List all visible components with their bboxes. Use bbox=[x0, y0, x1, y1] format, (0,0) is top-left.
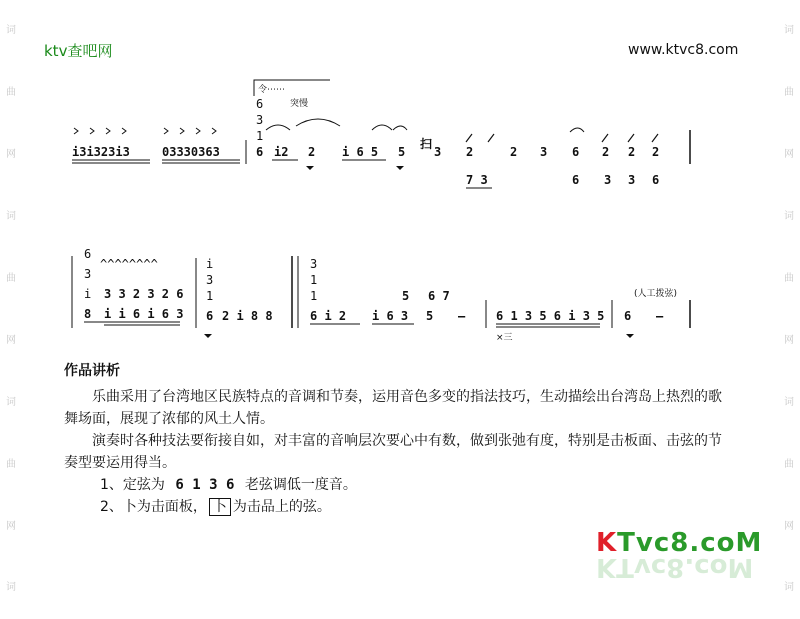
notes-run-b: 03330363 bbox=[162, 145, 220, 159]
low-note: 6 bbox=[572, 173, 580, 187]
analysis-paragraph-2: 演奏时各种技法要衔接自如，对丰富的音响层次要心中有数，做到张弛有度，特别是击板面、击弦的节奏型要运用得当。 bbox=[64, 433, 722, 471]
notes-run: 3 3 2 3 2 6 bbox=[104, 287, 184, 301]
accent-marks bbox=[74, 128, 216, 134]
playing-hint: (人工拨弦) bbox=[634, 289, 678, 299]
symbol-text-a: 卜为击面板， bbox=[122, 499, 207, 515]
watermark-char: 网 bbox=[6, 334, 16, 346]
tempo-word: 突慢 bbox=[290, 99, 309, 109]
tuning-prefix: 1、定弦为 bbox=[100, 477, 165, 493]
watermark-char: 词 bbox=[784, 582, 794, 594]
site-logo bbox=[596, 528, 763, 588]
top-marker: 令⋯⋯ bbox=[258, 85, 286, 95]
note: 2 bbox=[466, 145, 474, 159]
slur-marks bbox=[266, 119, 584, 132]
chord-note: 1 bbox=[206, 289, 214, 303]
dash: – bbox=[458, 309, 466, 323]
logo-letter-k: K bbox=[596, 528, 618, 558]
watermark-char: 网 bbox=[784, 149, 794, 161]
symbol-note bbox=[64, 496, 734, 518]
notes-run: 6 7 bbox=[428, 289, 450, 303]
tuning-suffix: 老弦调低一度音。 bbox=[244, 477, 357, 493]
note: 6 bbox=[572, 145, 580, 159]
note: i2 bbox=[274, 145, 289, 159]
watermark-char: 曲 bbox=[6, 87, 16, 99]
notes-run-a: i3i323i3 bbox=[72, 145, 130, 159]
note: 2 bbox=[628, 145, 636, 159]
note: i 6 5 bbox=[342, 145, 379, 159]
note: 2 bbox=[602, 145, 610, 159]
site-name-cjk: 查吧网 bbox=[67, 42, 113, 60]
rapid-mark: 扫 bbox=[420, 137, 433, 151]
note: 2 bbox=[308, 145, 316, 159]
logo-reflection-k: K bbox=[596, 552, 617, 582]
low-note: 6 bbox=[652, 173, 660, 187]
notes-run: 6 1 3 5 6 i 3 5 bbox=[496, 309, 605, 323]
watermark-char: 词 bbox=[6, 396, 16, 408]
logo-letters-rest: Tvc8.coM bbox=[617, 528, 763, 558]
watermark-char: 曲 bbox=[6, 273, 16, 284]
site-url-right: www.ktvc8.com bbox=[628, 42, 739, 58]
note: 6 bbox=[624, 309, 632, 323]
note: 2 bbox=[510, 145, 518, 159]
logo-reflection bbox=[596, 552, 754, 582]
chord-note: i bbox=[206, 257, 214, 271]
chord-note: 3 bbox=[84, 267, 92, 281]
symbol-prefix: 2、 bbox=[100, 499, 123, 515]
note: 3 bbox=[434, 145, 442, 159]
note: 5 bbox=[402, 289, 410, 303]
notes-run: 2 i 8 8 bbox=[222, 309, 273, 323]
notes-run: i i 6 i 6 3 bbox=[104, 307, 184, 321]
dash: – bbox=[656, 309, 664, 323]
chord-note: 6 bbox=[206, 309, 214, 323]
notes-run: 6 i 2 bbox=[310, 309, 347, 323]
watermark-char: 曲 bbox=[784, 87, 794, 99]
watermark-char: 词 bbox=[784, 211, 794, 223]
watermark-char: 词 bbox=[6, 25, 16, 37]
note: 5 bbox=[398, 145, 406, 159]
technique-mark: ×三 bbox=[496, 333, 513, 343]
chord-note: 6 bbox=[256, 97, 264, 111]
chord-note: 6 bbox=[84, 247, 92, 261]
analysis-heading: 作品讲析 bbox=[64, 363, 120, 379]
watermark-char: 网 bbox=[784, 520, 794, 532]
tuning-note bbox=[64, 474, 734, 496]
chord-note: i bbox=[84, 287, 92, 301]
chord-note: 1 bbox=[310, 273, 318, 287]
chord-note: 3 bbox=[206, 273, 214, 287]
chord-note: 1 bbox=[256, 129, 264, 143]
watermark-char: 词 bbox=[6, 582, 16, 594]
analysis-paragraph-1: 乐曲采用了台湾地区民族特点的音调和节奏，运用音色多变的指法技巧，生动描绘出台湾岛上热烈的歌舞场面，展现了浓郁的风土人情。 bbox=[64, 389, 722, 427]
watermark-char: 词 bbox=[784, 25, 794, 37]
chord-note: 1 bbox=[310, 289, 318, 303]
note: 2 bbox=[652, 145, 660, 159]
low-notes: 7 3 bbox=[466, 173, 488, 187]
watermark-char: 网 bbox=[6, 520, 16, 532]
watermark-char: 网 bbox=[6, 149, 16, 161]
site-name-latin: ktv bbox=[44, 42, 68, 60]
watermark-char: 网 bbox=[784, 334, 794, 346]
note: 5 bbox=[426, 309, 434, 323]
piece-analysis bbox=[64, 360, 734, 518]
note: 3 bbox=[540, 145, 548, 159]
boxed-symbol: 卜 bbox=[209, 498, 231, 516]
tuning-notes: 6 1 3 6 bbox=[175, 477, 235, 493]
logo-reflection-rest: Tvc8.coM bbox=[616, 552, 754, 582]
watermark-char: 词 bbox=[784, 396, 794, 408]
watermark-char: 曲 bbox=[6, 458, 16, 470]
watermark-char: 曲 bbox=[784, 458, 794, 470]
chord-note: 8 bbox=[84, 307, 92, 321]
stroke-marks bbox=[466, 134, 658, 142]
symbol-text-b: 为击品上的弦。 bbox=[232, 499, 331, 515]
note: 6 bbox=[256, 145, 264, 159]
notes-run: i 6 3 bbox=[372, 309, 409, 323]
chord-note: 3 bbox=[310, 257, 318, 271]
watermark-char: 曲 bbox=[784, 273, 794, 284]
low-note: 3 bbox=[604, 173, 612, 187]
low-note: 3 bbox=[628, 173, 636, 187]
upper-run: ^^^^^^^^ bbox=[100, 257, 158, 271]
chord-note: 3 bbox=[256, 113, 264, 127]
watermark-char: 词 bbox=[6, 211, 16, 223]
